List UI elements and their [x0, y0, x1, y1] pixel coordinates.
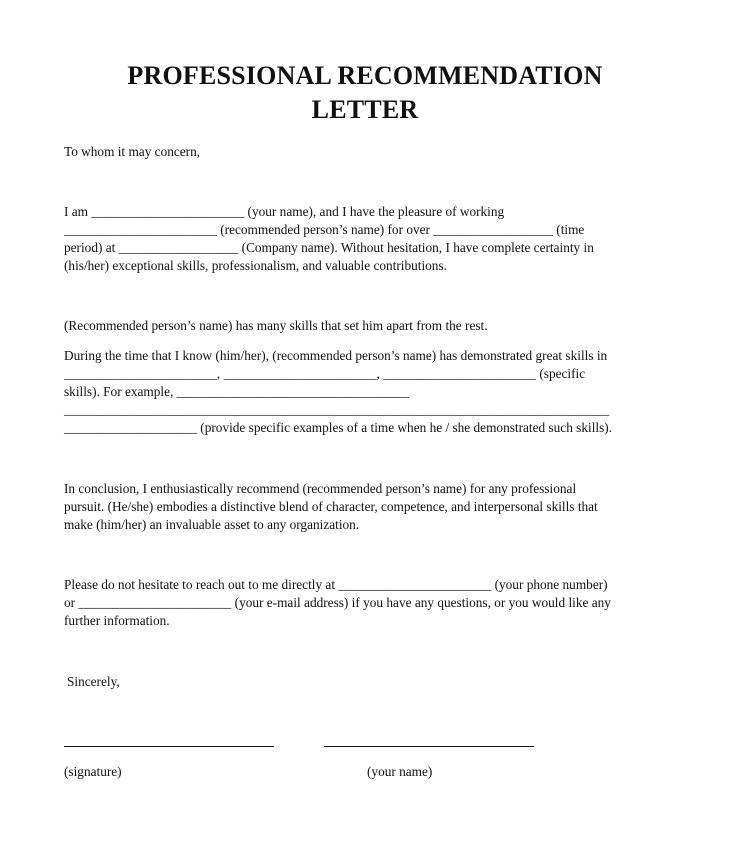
letter-title-line-1: PROFESSIONAL RECOMMENDATION	[127, 61, 603, 90]
paragraph-3-line-2: _______________________, _______________________, _______________________ (specific	[64, 366, 586, 381]
paragraph-2: (Recommended person’s name) has many skills that set him apart from the rest.	[64, 318, 488, 333]
closing: Sincerely,	[67, 674, 120, 689]
paragraph-5-line-1: Please do not hesitate to reach out to me directly at _______________________ (your phone number)	[64, 577, 608, 592]
signature-label: (signature)	[64, 764, 122, 779]
paragraph-1-line-1: I am _______________________ (your name), and I have the pleasure of working	[64, 204, 505, 219]
paragraph-3-line-3: skills). For example, ___________________________________	[64, 384, 410, 399]
signature-line	[64, 746, 274, 747]
name-label: (your name)	[367, 764, 433, 779]
paragraph-3-line-5: ____________________ (provide specific examples of a time when he / she demonstrated such skills).	[64, 420, 613, 435]
letter-title-line-2: LETTER	[311, 95, 419, 124]
paragraph-5-line-3: further information.	[64, 613, 170, 628]
name-line	[324, 746, 534, 747]
paragraph-1-line-2: _______________________ (recommended person’s name) for over __________________ (time	[64, 222, 585, 237]
paragraph-4-line-3: make (him/her) an invaluable asset to any organization.	[64, 517, 360, 532]
paragraph-5-line-2: or _______________________ (your e-mail address) if you have any questions, or you would like any	[64, 595, 611, 610]
paragraph-3-line-1: During the time that I know (him/her), (recommended person’s name) has demonstrated great skills in	[64, 348, 608, 363]
paragraph-4-line-2: pursuit. (He/she) embodies a distinctive blend of character, competence, and interpersonal skills that	[64, 499, 598, 514]
paragraph-1-line-4: (his/her) exceptional skills, professionalism, and valuable contributions.	[64, 258, 447, 273]
paragraph-3-line-4: __________________________________________________________________________________	[64, 402, 610, 417]
paragraph-4-line-1: In conclusion, I enthusiastically recommend (recommended person’s name) for any professional	[64, 481, 577, 496]
salutation: To whom it may concern,	[64, 144, 201, 159]
paragraph-1-line-3: period) at __________________ (Company name). Without hesitation, I have complete certainty in	[64, 240, 594, 255]
